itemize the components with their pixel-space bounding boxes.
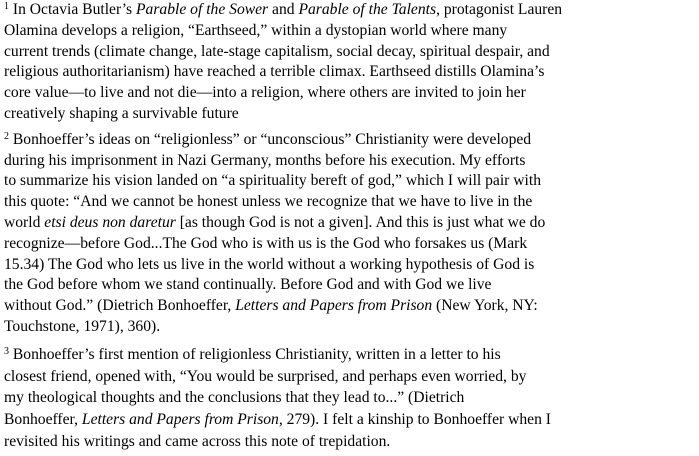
footnote-text: , protagonist Lauren — [436, 1, 563, 18]
footnote-line — [4, 296, 693, 317]
footnote-line — [4, 387, 693, 409]
footnote-text: core value—to live and not die—into a religion, where others are invited to join her — [4, 84, 526, 102]
footnote-text: 15.34) The God who lets us live in the world without a working hypothesis of God is — [4, 255, 535, 273]
footnote-text: Bonhoeffer’s first mention of religionless Christianity, written in a letter to his — [9, 345, 501, 363]
footnote-text: Bonhoeffer, — [4, 411, 82, 429]
footnote-text: (New York, NY: — [432, 297, 538, 315]
footnote-line — [4, 104, 693, 125]
footnote-line — [4, 366, 693, 388]
footnote-line — [4, 83, 693, 104]
footnote-text: Touchstone, 1971), 360). — [4, 317, 161, 335]
footnote-line — [4, 234, 693, 255]
footnote-line — [4, 431, 693, 453]
footnote-line — [4, 151, 693, 172]
footnote-text: revisited his writings and came across this note of trepidation. — [4, 432, 391, 450]
footnote-text: [as though God is not a given]. And this is just what we do — [175, 213, 546, 231]
footnote-text: current trends (climate change, late-stage capitalism, social decay, spiritual despair, and — [4, 42, 550, 60]
italic-title: etsi deus non daretur — [44, 213, 176, 231]
footnote-text: this quote: “And we cannot be honest unless we recognize that we have to live in the — [4, 193, 533, 211]
italic-title: Letters and Papers from Prison, — [81, 411, 283, 429]
footnote-text: my theological thoughts and the conclusions that they lead to...” (Dietrich — [4, 389, 465, 407]
footnote-line — [4, 317, 693, 338]
footnote-2 — [4, 130, 693, 338]
footnote-line — [4, 192, 693, 213]
footnote-text: religious authoritarianism) have reached a terrible climax. Earthseed distills Olamina’s — [4, 63, 545, 81]
footnote-line — [4, 130, 693, 151]
footnote-line — [4, 409, 693, 431]
footnote-line — [4, 42, 693, 63]
footnote-text: closest friend, opened with, “You would be surprised, and perhaps even worried, by — [4, 367, 527, 385]
footnote-number: 2 — [4, 130, 9, 142]
footnote-line — [4, 0, 693, 21]
footnote-text: and — [268, 1, 299, 18]
footnote-line — [4, 275, 693, 296]
footnote-text: Olamina develops a religion, “Earthseed,” within a dystopian world where many — [4, 21, 508, 39]
footnote-line — [4, 255, 693, 276]
italic-title: Letters and Papers from Prison — [235, 297, 433, 315]
footnote-3 — [4, 344, 693, 453]
footnote-text: to summarize his vision landed on “a spirituality bereft of god,” which I will pair with — [4, 172, 541, 190]
footnote-line — [4, 62, 693, 83]
footnote-number: 3 — [4, 345, 9, 357]
footnote-line — [4, 21, 693, 42]
footnote-text: Bonhoeffer’s ideas on “religionless” or “unconscious” Christianity were developed — [9, 130, 532, 148]
italic-title: Parable of the Talents — [298, 1, 437, 18]
italic-title: Parable of the Sower — [136, 1, 269, 18]
footnote-text: 279). I felt a kinship to Bonhoeffer when I — [282, 411, 551, 429]
footnote-text: during his imprisonment in Nazi Germany, months before his execution. My efforts — [4, 151, 526, 169]
footnote-text: world — [4, 213, 45, 231]
footnote-line — [4, 171, 693, 192]
footnote-text: recognize—before God...The God who is with us is the God who forsakes us (Mark — [4, 234, 528, 252]
footnote-text: without God.” (Dietrich Bonhoeffer, — [4, 297, 236, 315]
footnote-line — [4, 213, 693, 234]
footnote-text: creatively shaping a survivable future — [4, 104, 239, 122]
footnote-number: 1 — [4, 1, 9, 12]
footnote-text: the God before whom we stand continually. Before God and with God we live — [4, 276, 492, 294]
footnote-line — [4, 344, 693, 366]
footnote-text: In Octavia Butler’s — [9, 1, 137, 18]
footnote-1 — [4, 0, 693, 125]
